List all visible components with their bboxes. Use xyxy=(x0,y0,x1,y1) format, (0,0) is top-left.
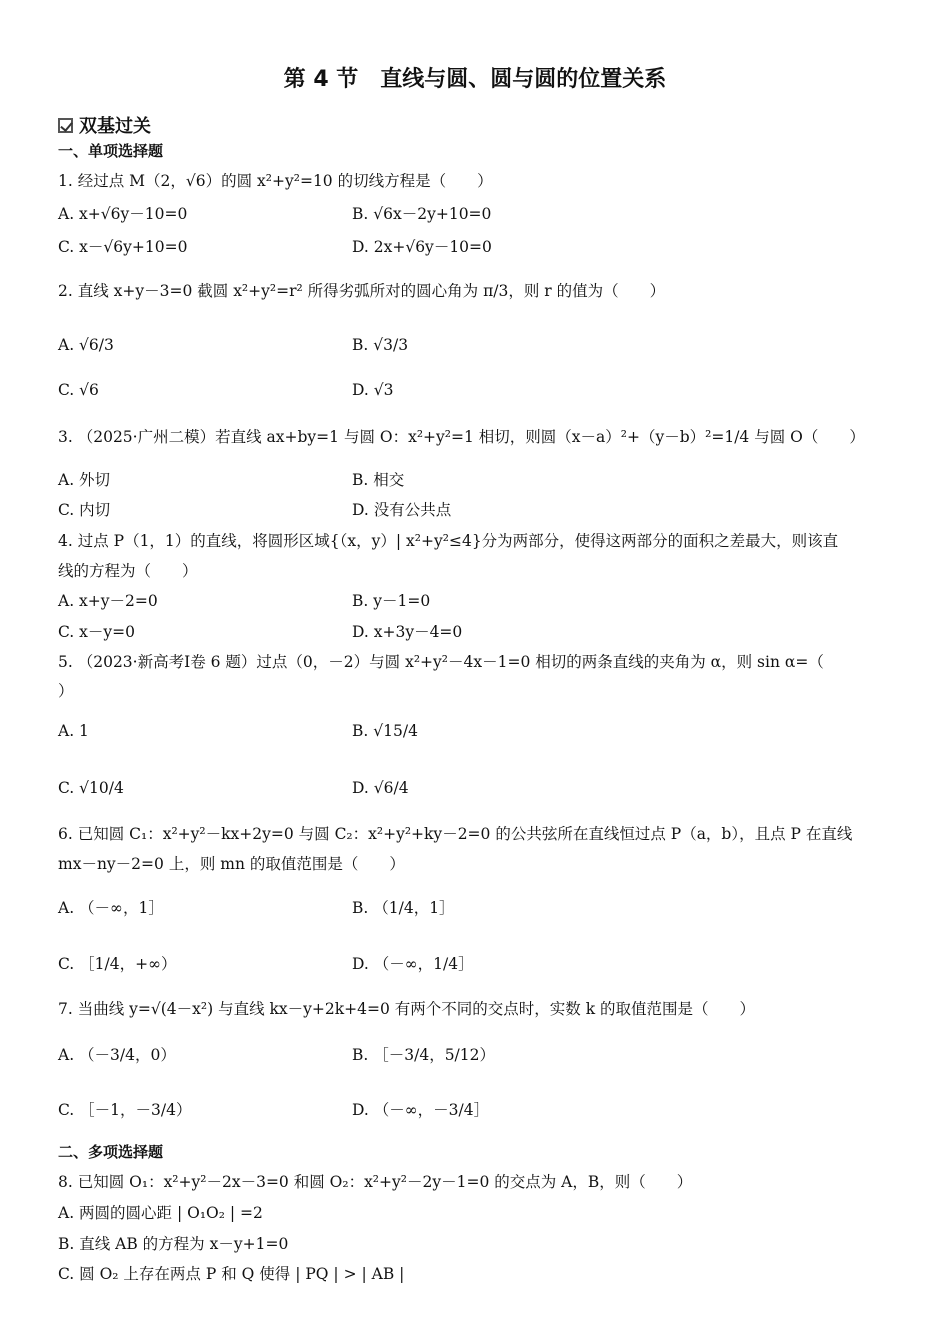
question-5-option-d: D. √6/4 xyxy=(352,779,409,797)
question-2-option-b: B. √3/3 xyxy=(352,336,409,354)
question-4-option-a: A. x+y－2=0 xyxy=(58,592,158,610)
question-1-option-b: B. √6x－2y+10=0 xyxy=(352,205,492,223)
question-6-stem-line-2: mx－ny－2=0 上，则 mn 的取值范围是（ ） xyxy=(58,855,405,873)
question-7-option-d: D. （－∞，－3/4］ xyxy=(352,1101,490,1119)
question-3-stem: 3. （2025·广州二模）若直线 ax+by=1 与圆 O：x²+y²=1 相切，则圆（x－a）²+（y－b）²=1/4 与圆 O（ ） xyxy=(58,428,865,446)
question-7-stem: 7. 当曲线 y=√(4－x²) 与直线 kx－y+2k+4=0 有两个不同的交点时，实数 k 的取值范围是（ ） xyxy=(58,1000,756,1018)
page-title: 第 4 节 直线与圆、圆与圆的位置关系 xyxy=(283,67,667,92)
question-6-option-d: D. （－∞，1/4］ xyxy=(352,955,474,973)
question-6-stem-line-1: 6. 已知圆 C₁：x²+y²－kx+2y=0 与圆 C₂：x²+y²+ky－2=0 的公共弦所在直线恒过点 P（a，b），且点 P 在直线 xyxy=(58,825,853,843)
question-6-option-b: B. （1/4，1］ xyxy=(352,899,455,917)
question-2-stem: 2. 直线 x+y－3=0 截圆 x²+y²=r² 所得劣弧所对的圆心角为 π/3，则 r 的值为（ ） xyxy=(58,282,666,300)
question-4-option-c: C. x－y=0 xyxy=(58,623,136,641)
question-6-option-a: A. （－∞，1］ xyxy=(58,899,164,917)
question-5-stem-line-1: 5. （2023·新高考Ⅰ卷 6 题）过点（0，－2）与圆 x²+y²－4x－1=0 相切的两条直线的夹角为 α，则 sin α=（ xyxy=(58,653,824,671)
section-heading xyxy=(58,112,151,138)
question-5-option-b: B. √15/4 xyxy=(352,722,418,740)
question-1-option-d: D. 2x+√6y－10=0 xyxy=(352,238,492,256)
question-5-option-a: A. 1 xyxy=(58,722,89,740)
question-4-stem-line-1: 4. 过点 P（1，1）的直线，将圆形区域{（x，y）| x²+y²≤4}分为两部分，使得这两部分的面积之差最大，则该直 xyxy=(58,532,839,550)
part-heading-single-choice: 一、单项选择题 xyxy=(58,142,164,160)
question-3-option-c: C. 内切 xyxy=(58,501,111,519)
question-2-option-d: D. √3 xyxy=(352,381,394,399)
question-6-option-c: C. ［1/4，+∞） xyxy=(58,955,177,973)
question-1-option-c: C. x－√6y+10=0 xyxy=(58,238,188,256)
question-2-option-c: C. √6 xyxy=(58,381,99,399)
question-4-option-b: B. y－1=0 xyxy=(352,592,431,610)
question-1-option-a: A. x+√6y－10=0 xyxy=(58,205,188,223)
question-2-option-a: A. √6/3 xyxy=(58,336,114,354)
section-label: 双基过关 xyxy=(79,116,151,137)
question-3-option-d: D. 没有公共点 xyxy=(352,501,452,519)
question-8-option-a: A. 两圆的圆心距 | O₁O₂ | =2 xyxy=(58,1204,263,1222)
part-heading-multiple-choice: 二、多项选择题 xyxy=(58,1143,164,1161)
question-8-stem: 8. 已知圆 O₁：x²+y²－2x－3=0 和圆 O₂：x²+y²－2y－1=0 的交点为 A，B，则（ ） xyxy=(58,1173,693,1191)
question-8-option-b: B. 直线 AB 的方程为 x－y+1=0 xyxy=(58,1235,289,1253)
question-7-option-b: B. ［－3/4，5/12） xyxy=(352,1046,495,1064)
question-5-stem-line-2: ） xyxy=(58,682,74,700)
question-7-option-a: A. （－3/4，0） xyxy=(58,1046,176,1064)
checkbox-icon xyxy=(58,118,73,133)
question-4-option-d: D. x+3y－4=0 xyxy=(352,623,463,641)
question-4-stem-line-2: 线的方程为（ ） xyxy=(58,562,198,580)
question-7-option-c: C. ［－1，－3/4） xyxy=(58,1101,192,1119)
question-8-option-c: C. 圆 O₂ 上存在两点 P 和 Q 使得 | PQ | > | AB | xyxy=(58,1265,405,1283)
question-3-option-b: B. 相交 xyxy=(352,471,405,489)
question-1-stem: 1. 经过点 M（2，√6）的圆 x²+y²=10 的切线方程是（ ） xyxy=(58,172,493,190)
question-3-option-a: A. 外切 xyxy=(58,471,111,489)
question-5-option-c: C. √10/4 xyxy=(58,779,124,797)
